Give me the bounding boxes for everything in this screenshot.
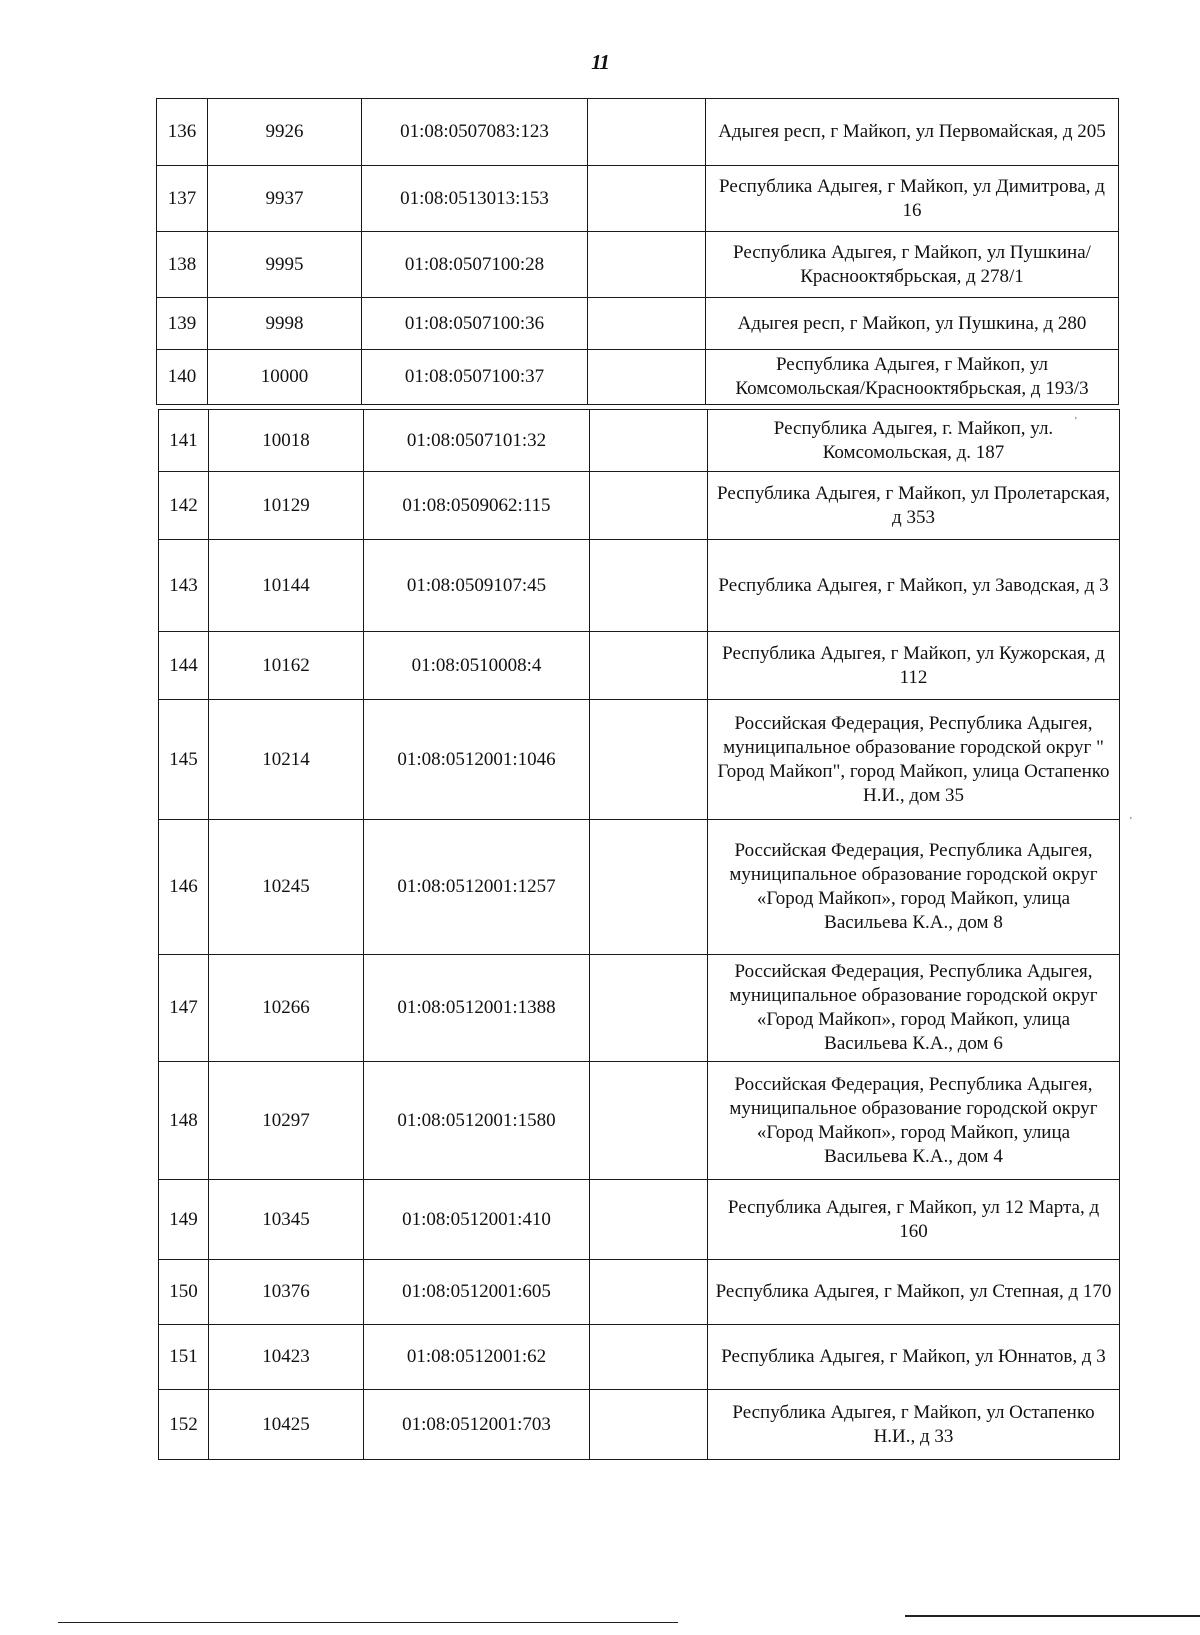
- scan-speck: ': [1075, 416, 1077, 427]
- table-row: [157, 232, 1119, 298]
- object-code-cell: 9937: [208, 166, 362, 232]
- cadastral-number-cell: 01:08:0509107:45: [364, 540, 590, 632]
- row-number-cell: 148: [159, 1062, 209, 1180]
- address-cell: Республика Адыгея, г Майкоп, ул Пушкина/Краснооктябрьская, д 278/1: [706, 232, 1119, 298]
- row-number-cell: 151: [159, 1325, 209, 1390]
- address-cell: Республика Адыгея, г Майкоп, ул Комсомольская/Краснооктябрьская, д 193/3: [706, 350, 1119, 405]
- address-cell: Республика Адыгея, г Майкоп, ул Юннатов, д 3: [708, 1325, 1120, 1390]
- empty-cell: [590, 1390, 708, 1460]
- table-row: [159, 955, 1120, 1062]
- table-row: [159, 1260, 1120, 1325]
- cadastral-number-cell: 01:08:0507100:28: [362, 232, 588, 298]
- row-number-cell: 142: [159, 472, 209, 540]
- cadastral-number-cell: 01:08:0513013:153: [362, 166, 588, 232]
- empty-cell: [588, 99, 706, 166]
- row-number-cell: 141: [159, 410, 209, 472]
- object-code-cell: 10345: [209, 1180, 364, 1260]
- cadastral-number-cell: 01:08:0512001:1388: [364, 955, 590, 1062]
- cadastral-number-cell: 01:08:0507083:123: [362, 99, 588, 166]
- row-number-cell: 146: [159, 820, 209, 955]
- object-code-cell: 10423: [209, 1325, 364, 1390]
- table-row: [159, 1180, 1120, 1260]
- footer-rule-left: [58, 1622, 678, 1623]
- address-cell: Российская Федерация, Республика Адыгея, муниципальное образование городской округ «Город Майкоп», город Майкоп, улица Васильева К.А., дом 4: [708, 1062, 1120, 1180]
- cadastral-number-cell: 01:08:0507101:32: [364, 410, 590, 472]
- object-code-cell: 10144: [209, 540, 364, 632]
- address-cell: Адыгея респ, г Майкоп, ул Первомайская, д 205: [706, 99, 1119, 166]
- empty-cell: [590, 820, 708, 955]
- address-cell: Республика Адыгея, г Майкоп, ул Степная, д 170: [708, 1260, 1120, 1325]
- cadastral-number-cell: 01:08:0512001:410: [364, 1180, 590, 1260]
- empty-cell: [590, 540, 708, 632]
- object-code-cell: 10162: [209, 632, 364, 700]
- table-row: [159, 1325, 1120, 1390]
- address-cell: Республика Адыгея, г Майкоп, ул Пролетарская, д 353: [708, 472, 1120, 540]
- empty-cell: [590, 1325, 708, 1390]
- address-cell: Российская Федерация, Республика Адыгея, муниципальное образование городской округ " Город Майкоп", город Майкоп, улица Остапенко Н.И., дом 35: [708, 700, 1120, 820]
- cadastral-number-cell: 01:08:0512001:703: [364, 1390, 590, 1460]
- table-row: [159, 410, 1120, 472]
- row-number-cell: 137: [157, 166, 208, 232]
- object-code-cell: 9926: [208, 99, 362, 166]
- row-number-cell: 136: [157, 99, 208, 166]
- cadastral-number-cell: 01:08:0510008:4: [364, 632, 590, 700]
- row-number-cell: 147: [159, 955, 209, 1062]
- empty-cell: [590, 700, 708, 820]
- object-code-cell: 10129: [209, 472, 364, 540]
- table-row: [159, 540, 1120, 632]
- address-cell: Республика Адыгея, г Майкоп, ул Димитрова, д 16: [706, 166, 1119, 232]
- cadastral-number-cell: 01:08:0512001:62: [364, 1325, 590, 1390]
- empty-cell: [590, 1260, 708, 1325]
- object-code-cell: 10018: [209, 410, 364, 472]
- row-number-cell: 140: [157, 350, 208, 405]
- empty-cell: [590, 472, 708, 540]
- page-number: 11: [591, 50, 609, 74]
- empty-cell: [590, 410, 708, 472]
- address-cell: Адыгея респ, г Майкоп, ул Пушкина, д 280: [706, 298, 1119, 350]
- property-table-bottom: [158, 409, 1120, 1460]
- object-code-cell: 10425: [209, 1390, 364, 1460]
- scan-speck: ': [1130, 816, 1132, 827]
- cadastral-number-cell: 01:08:0507100:36: [362, 298, 588, 350]
- footer-rule-right: [905, 1615, 1200, 1617]
- table-row: [157, 350, 1119, 405]
- object-code-cell: 10214: [209, 700, 364, 820]
- row-number-cell: 145: [159, 700, 209, 820]
- row-number-cell: 149: [159, 1180, 209, 1260]
- row-number-cell: 138: [157, 232, 208, 298]
- row-number-cell: 143: [159, 540, 209, 632]
- table-row: [159, 700, 1120, 820]
- object-code-cell: 9995: [208, 232, 362, 298]
- address-cell: Республика Адыгея, г Майкоп, ул Заводская, д 3: [708, 540, 1120, 632]
- address-cell: Российская Федерация, Республика Адыгея, муниципальное образование городской округ «Город Майкоп», город Майкоп, улица Васильева К.А., дом 8: [708, 820, 1120, 955]
- address-cell: Российская Федерация, Республика Адыгея, муниципальное образование городской округ «Город Майкоп», город Майкоп, улица Васильева К.А., дом 6: [708, 955, 1120, 1062]
- table-row: [157, 166, 1119, 232]
- table-row: [159, 1062, 1120, 1180]
- cadastral-number-cell: 01:08:0512001:605: [364, 1260, 590, 1325]
- empty-cell: [590, 1180, 708, 1260]
- cadastral-number-cell: 01:08:0507100:37: [362, 350, 588, 405]
- table-row: [159, 632, 1120, 700]
- cadastral-number-cell: 01:08:0512001:1257: [364, 820, 590, 955]
- empty-cell: [590, 1062, 708, 1180]
- table-row: [159, 820, 1120, 955]
- object-code-cell: 9998: [208, 298, 362, 350]
- address-cell: Республика Адыгея, г Майкоп, ул Кужорская, д 112: [708, 632, 1120, 700]
- row-number-cell: 152: [159, 1390, 209, 1460]
- address-cell: Республика Адыгея, г. Майкоп, ул. Комсомольская, д. 187: [708, 410, 1120, 472]
- empty-cell: [588, 298, 706, 350]
- address-cell: Республика Адыгея, г Майкоп, ул Остапенко Н.И., д 33: [708, 1390, 1120, 1460]
- object-code-cell: 10245: [209, 820, 364, 955]
- object-code-cell: 10297: [209, 1062, 364, 1180]
- object-code-cell: 10000: [208, 350, 362, 405]
- cadastral-number-cell: 01:08:0509062:115: [364, 472, 590, 540]
- empty-cell: [588, 232, 706, 298]
- address-cell: Республика Адыгея, г Майкоп, ул 12 Марта, д 160: [708, 1180, 1120, 1260]
- table-row: [157, 99, 1119, 166]
- row-number-cell: 150: [159, 1260, 209, 1325]
- property-table-top: [156, 98, 1119, 405]
- table-row: [157, 298, 1119, 350]
- empty-cell: [590, 955, 708, 1062]
- object-code-cell: 10266: [209, 955, 364, 1062]
- empty-cell: [588, 166, 706, 232]
- table-row: [159, 472, 1120, 540]
- object-code-cell: 10376: [209, 1260, 364, 1325]
- cadastral-number-cell: 01:08:0512001:1580: [364, 1062, 590, 1180]
- row-number-cell: 139: [157, 298, 208, 350]
- cadastral-number-cell: 01:08:0512001:1046: [364, 700, 590, 820]
- empty-cell: [590, 632, 708, 700]
- row-number-cell: 144: [159, 632, 209, 700]
- empty-cell: [588, 350, 706, 405]
- table-row: [159, 1390, 1120, 1460]
